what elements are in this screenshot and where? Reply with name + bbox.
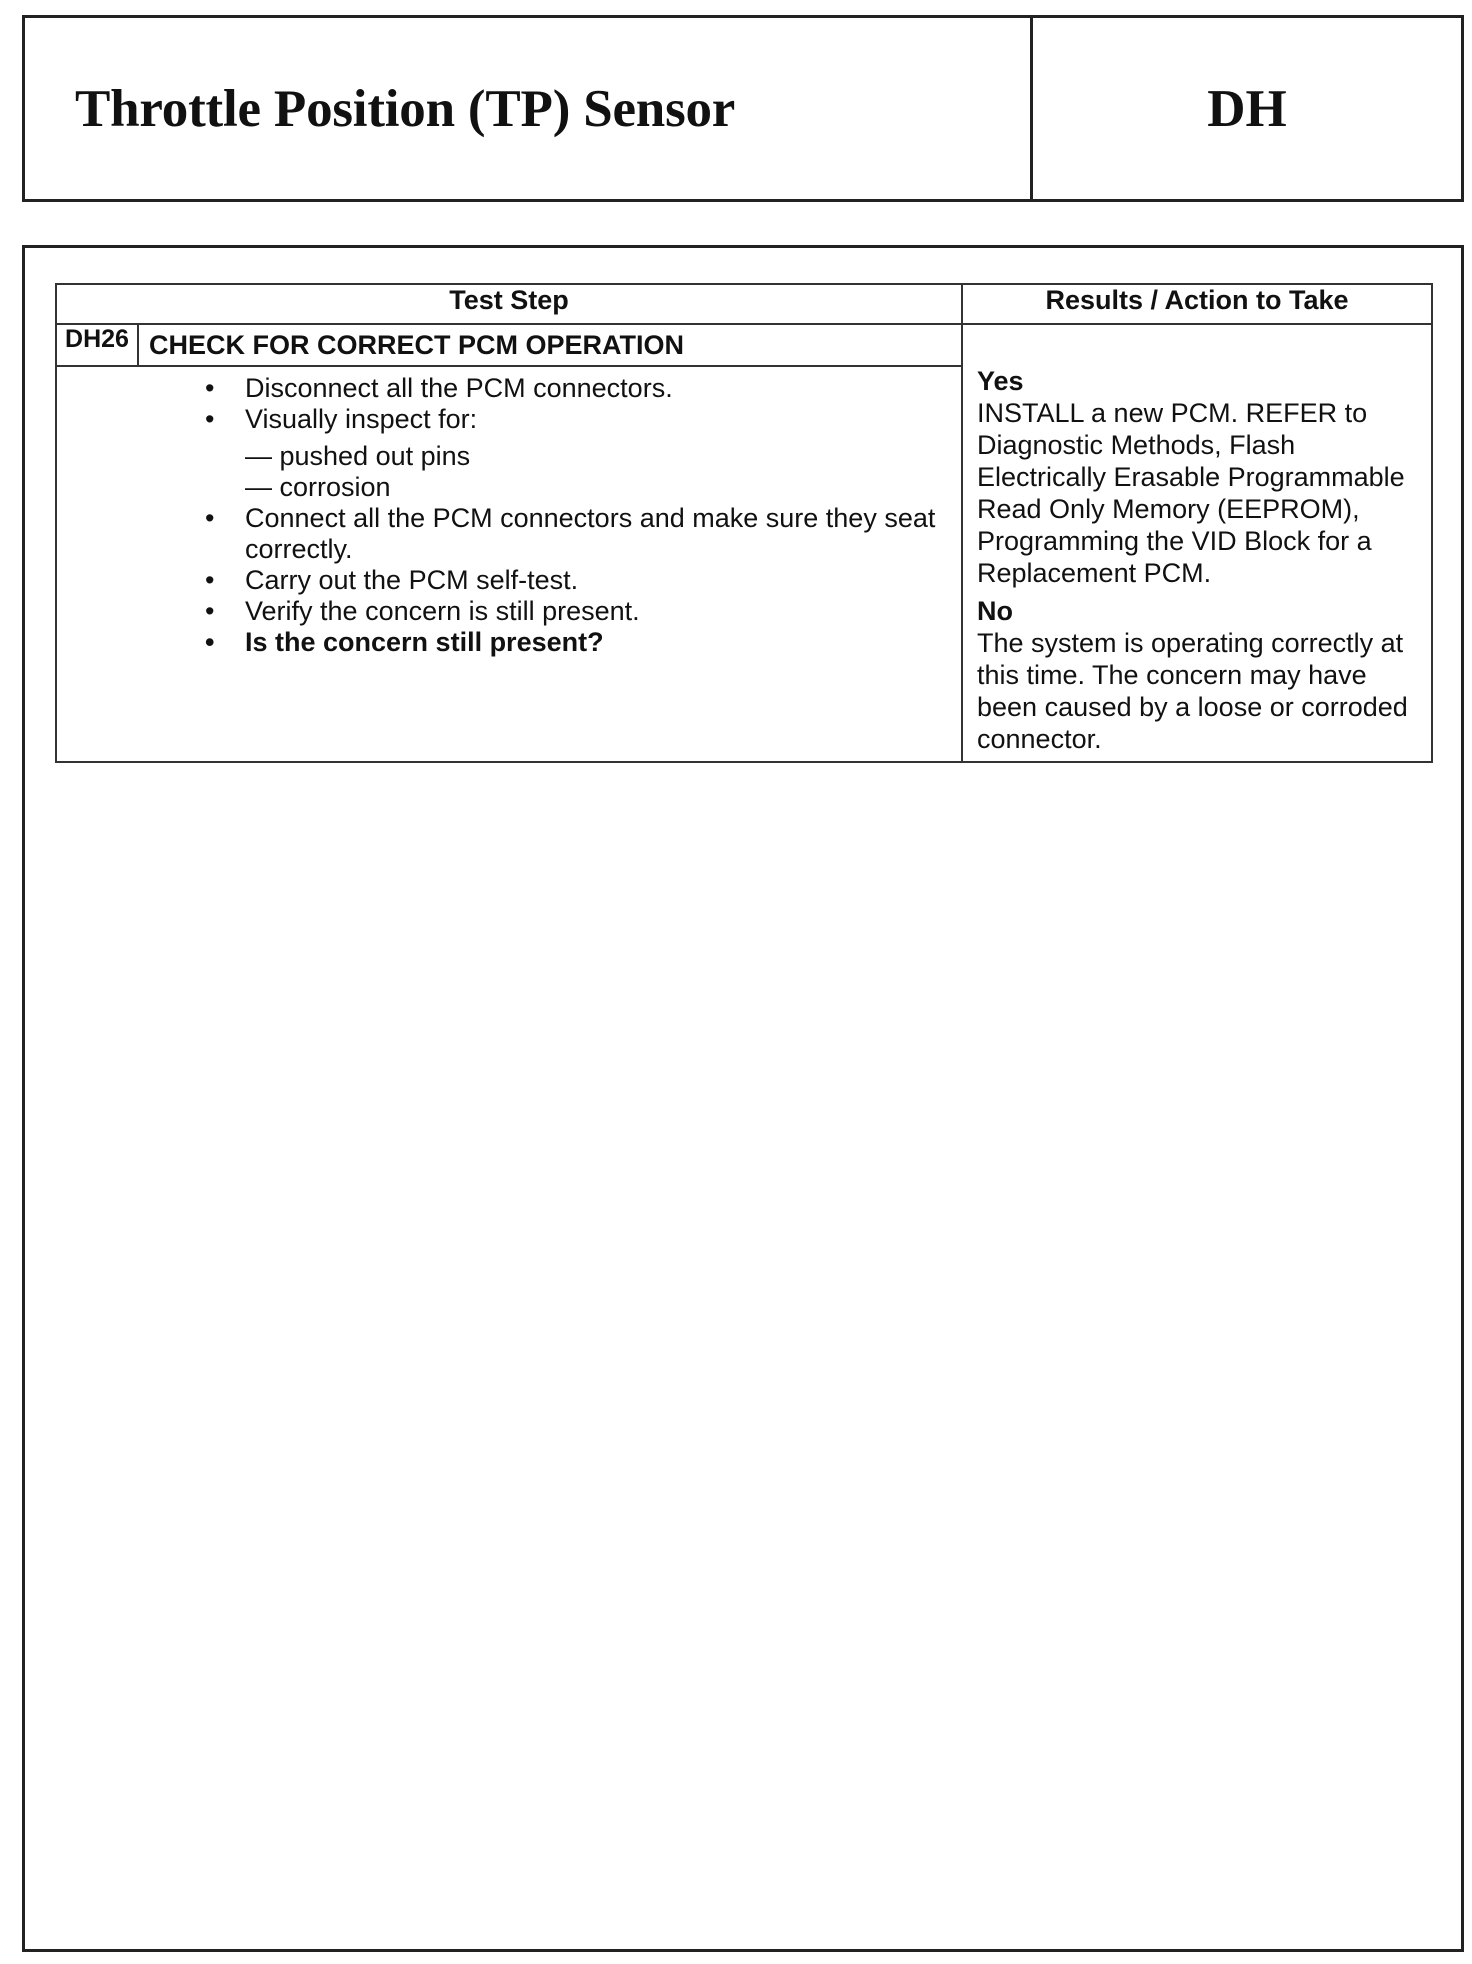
- page-title: Throttle Position (TP) Sensor: [75, 79, 736, 138]
- header-title-cell: [25, 18, 1033, 199]
- step-instructions: [56, 366, 962, 762]
- step-title-row: [56, 324, 1432, 366]
- column-header-test-step: Test Step: [56, 284, 962, 324]
- list-item: • Disconnect all the PCM connectors.: [197, 373, 953, 404]
- page-header: [22, 15, 1464, 202]
- sub-list-item: — corrosion: [245, 472, 391, 502]
- column-header-results: Results / Action to Take: [962, 284, 1432, 324]
- list-item: [197, 404, 953, 503]
- section-code: DH: [1207, 79, 1287, 138]
- step-id: DH26: [56, 324, 138, 366]
- list-item-question: • Is the concern still present?: [197, 627, 953, 658]
- table-header-row: [56, 284, 1432, 324]
- list-item: • Verify the concern is still present.: [197, 596, 953, 627]
- step-title: CHECK FOR CORRECT PCM OPERATION: [138, 324, 962, 366]
- result-yes-label: Yes: [977, 366, 1024, 396]
- test-step-table: [55, 283, 1433, 763]
- instruction-list: [197, 373, 953, 658]
- result-yes-text: INSTALL a new PCM. REFER to Diagnostic Methods, Flash Electrically Erasable Programmable Read Only Memory (EEPROM), Programming the VID Block for a Replacement PCM.: [977, 398, 1405, 588]
- sub-list: [245, 441, 953, 503]
- list-item: • Connect all the PCM connectors and make sure they seat correctly.: [197, 503, 953, 565]
- list-item: • Carry out the PCM self-test.: [197, 565, 953, 596]
- result-no-text: The system is operating correctly at this time. The concern may have been caused by a loose or corroded connector.: [977, 628, 1408, 754]
- list-item-text: Visually inspect for:: [245, 404, 478, 434]
- sub-list-item: — pushed out pins: [245, 441, 471, 471]
- header-code-cell: [1033, 18, 1461, 199]
- results-cell: [962, 324, 1432, 762]
- result-no-label: No: [977, 596, 1013, 626]
